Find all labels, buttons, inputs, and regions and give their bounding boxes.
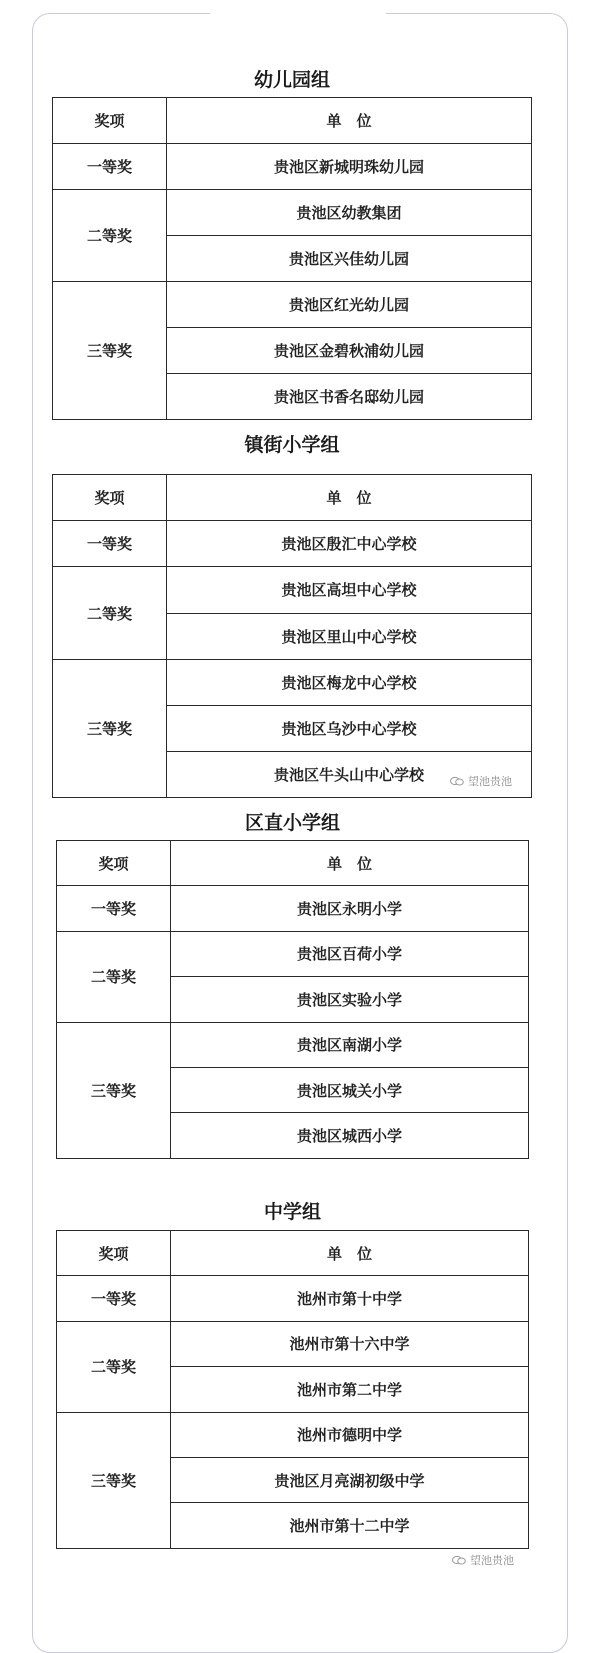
section-title: 区直小学组	[244, 812, 340, 834]
unit-cell: 贵池区乌沙中心学校	[167, 705, 532, 751]
watermark-text: 望池贵池	[470, 1554, 514, 1567]
award-level-cell: 二等奖	[57, 1321, 171, 1412]
award-table-wrapper	[52, 97, 532, 420]
header-unit: 单 位	[171, 841, 529, 886]
section-title: 中学组	[263, 1201, 321, 1223]
award-table	[52, 474, 532, 798]
award-level-cell: 二等奖	[57, 931, 171, 1022]
award-table-wrapper	[56, 840, 529, 1159]
award-table-wrapper	[52, 474, 532, 798]
award-level-cell: 一等奖	[53, 521, 167, 567]
award-level-cell: 一等奖	[53, 144, 167, 190]
unit-cell: 贵池区高坦中心学校	[167, 567, 532, 613]
unit-cell: 贵池区月亮湖初级中学	[171, 1457, 529, 1502]
award-level-cell: 一等奖	[57, 886, 171, 931]
unit-cell: 贵池区殷汇中心学校	[167, 521, 532, 567]
award-level-cell: 三等奖	[53, 282, 167, 420]
header-award: 奖项	[57, 1231, 171, 1276]
table-row	[57, 886, 529, 931]
award-level-cell: 三等奖	[57, 1022, 171, 1158]
watermark-text: 望池贵池	[468, 775, 512, 788]
unit-cell: 贵池区城关小学	[171, 1067, 529, 1112]
unit-cell: 贵池区百荷小学	[171, 931, 529, 976]
unit-cell: 贵池区梅龙中心学校	[167, 659, 532, 705]
award-level-cell: 三等奖	[53, 659, 167, 798]
watermark-1	[450, 773, 512, 789]
header-unit: 单 位	[167, 475, 532, 521]
table-row	[53, 190, 532, 236]
award-table	[56, 840, 529, 1159]
table-header-row	[53, 475, 532, 521]
unit-cell: 贵池区新城明珠幼儿园	[167, 144, 532, 190]
table-header-row	[57, 1231, 529, 1276]
unit-cell: 贵池区牛头山中心学校	[167, 752, 532, 798]
unit-cell: 池州市第十中学	[171, 1276, 529, 1321]
award-table	[52, 97, 532, 420]
unit-cell: 贵池区兴佳幼儿园	[167, 236, 532, 282]
table-row	[53, 567, 532, 613]
header-unit: 单 位	[171, 1231, 529, 1276]
unit-cell: 贵池区幼教集团	[167, 190, 532, 236]
table-row	[57, 1321, 529, 1366]
unit-cell: 贵池区永明小学	[171, 886, 529, 931]
section-title: 镇街小学组	[244, 434, 340, 456]
table-row	[53, 144, 532, 190]
unit-cell: 池州市德明中学	[171, 1412, 529, 1457]
section-title: 幼儿园组	[253, 69, 330, 91]
award-level-cell: 一等奖	[57, 1276, 171, 1321]
award-level-cell: 二等奖	[53, 567, 167, 659]
table-row	[53, 521, 532, 567]
table-header-row	[57, 841, 529, 886]
table-row	[57, 1022, 529, 1067]
table-row	[57, 931, 529, 976]
unit-cell: 贵池区实验小学	[171, 977, 529, 1022]
table-row	[57, 1412, 529, 1457]
unit-cell: 贵池区金碧秋浦幼儿园	[167, 328, 532, 374]
unit-cell: 池州市第十二中学	[171, 1503, 529, 1548]
watermark-2	[452, 1552, 514, 1568]
unit-cell: 贵池区南湖小学	[171, 1022, 529, 1067]
unit-cell: 贵池区红光幼儿园	[167, 282, 532, 328]
table-row	[53, 282, 532, 328]
unit-cell: 池州市第十六中学	[171, 1321, 529, 1366]
header-award: 奖项	[53, 98, 167, 144]
unit-cell: 贵池区书香名邸幼儿园	[167, 374, 532, 420]
table-row	[53, 659, 532, 705]
wechat-icon	[450, 776, 464, 786]
unit-cell: 贵池区里山中心学校	[167, 613, 532, 659]
unit-cell: 池州市第二中学	[171, 1367, 529, 1412]
header-unit: 单 位	[167, 98, 532, 144]
wechat-icon	[452, 1555, 466, 1565]
header-award: 奖项	[57, 841, 171, 886]
table-row	[57, 1276, 529, 1321]
table-header-row	[53, 98, 532, 144]
award-level-cell: 三等奖	[57, 1412, 171, 1548]
award-table	[56, 1230, 529, 1549]
award-table-wrapper	[56, 1230, 529, 1549]
header-award: 奖项	[53, 475, 167, 521]
unit-cell: 贵池区城西小学	[171, 1113, 529, 1158]
award-level-cell: 二等奖	[53, 190, 167, 282]
frame-top-gap	[210, 8, 386, 20]
